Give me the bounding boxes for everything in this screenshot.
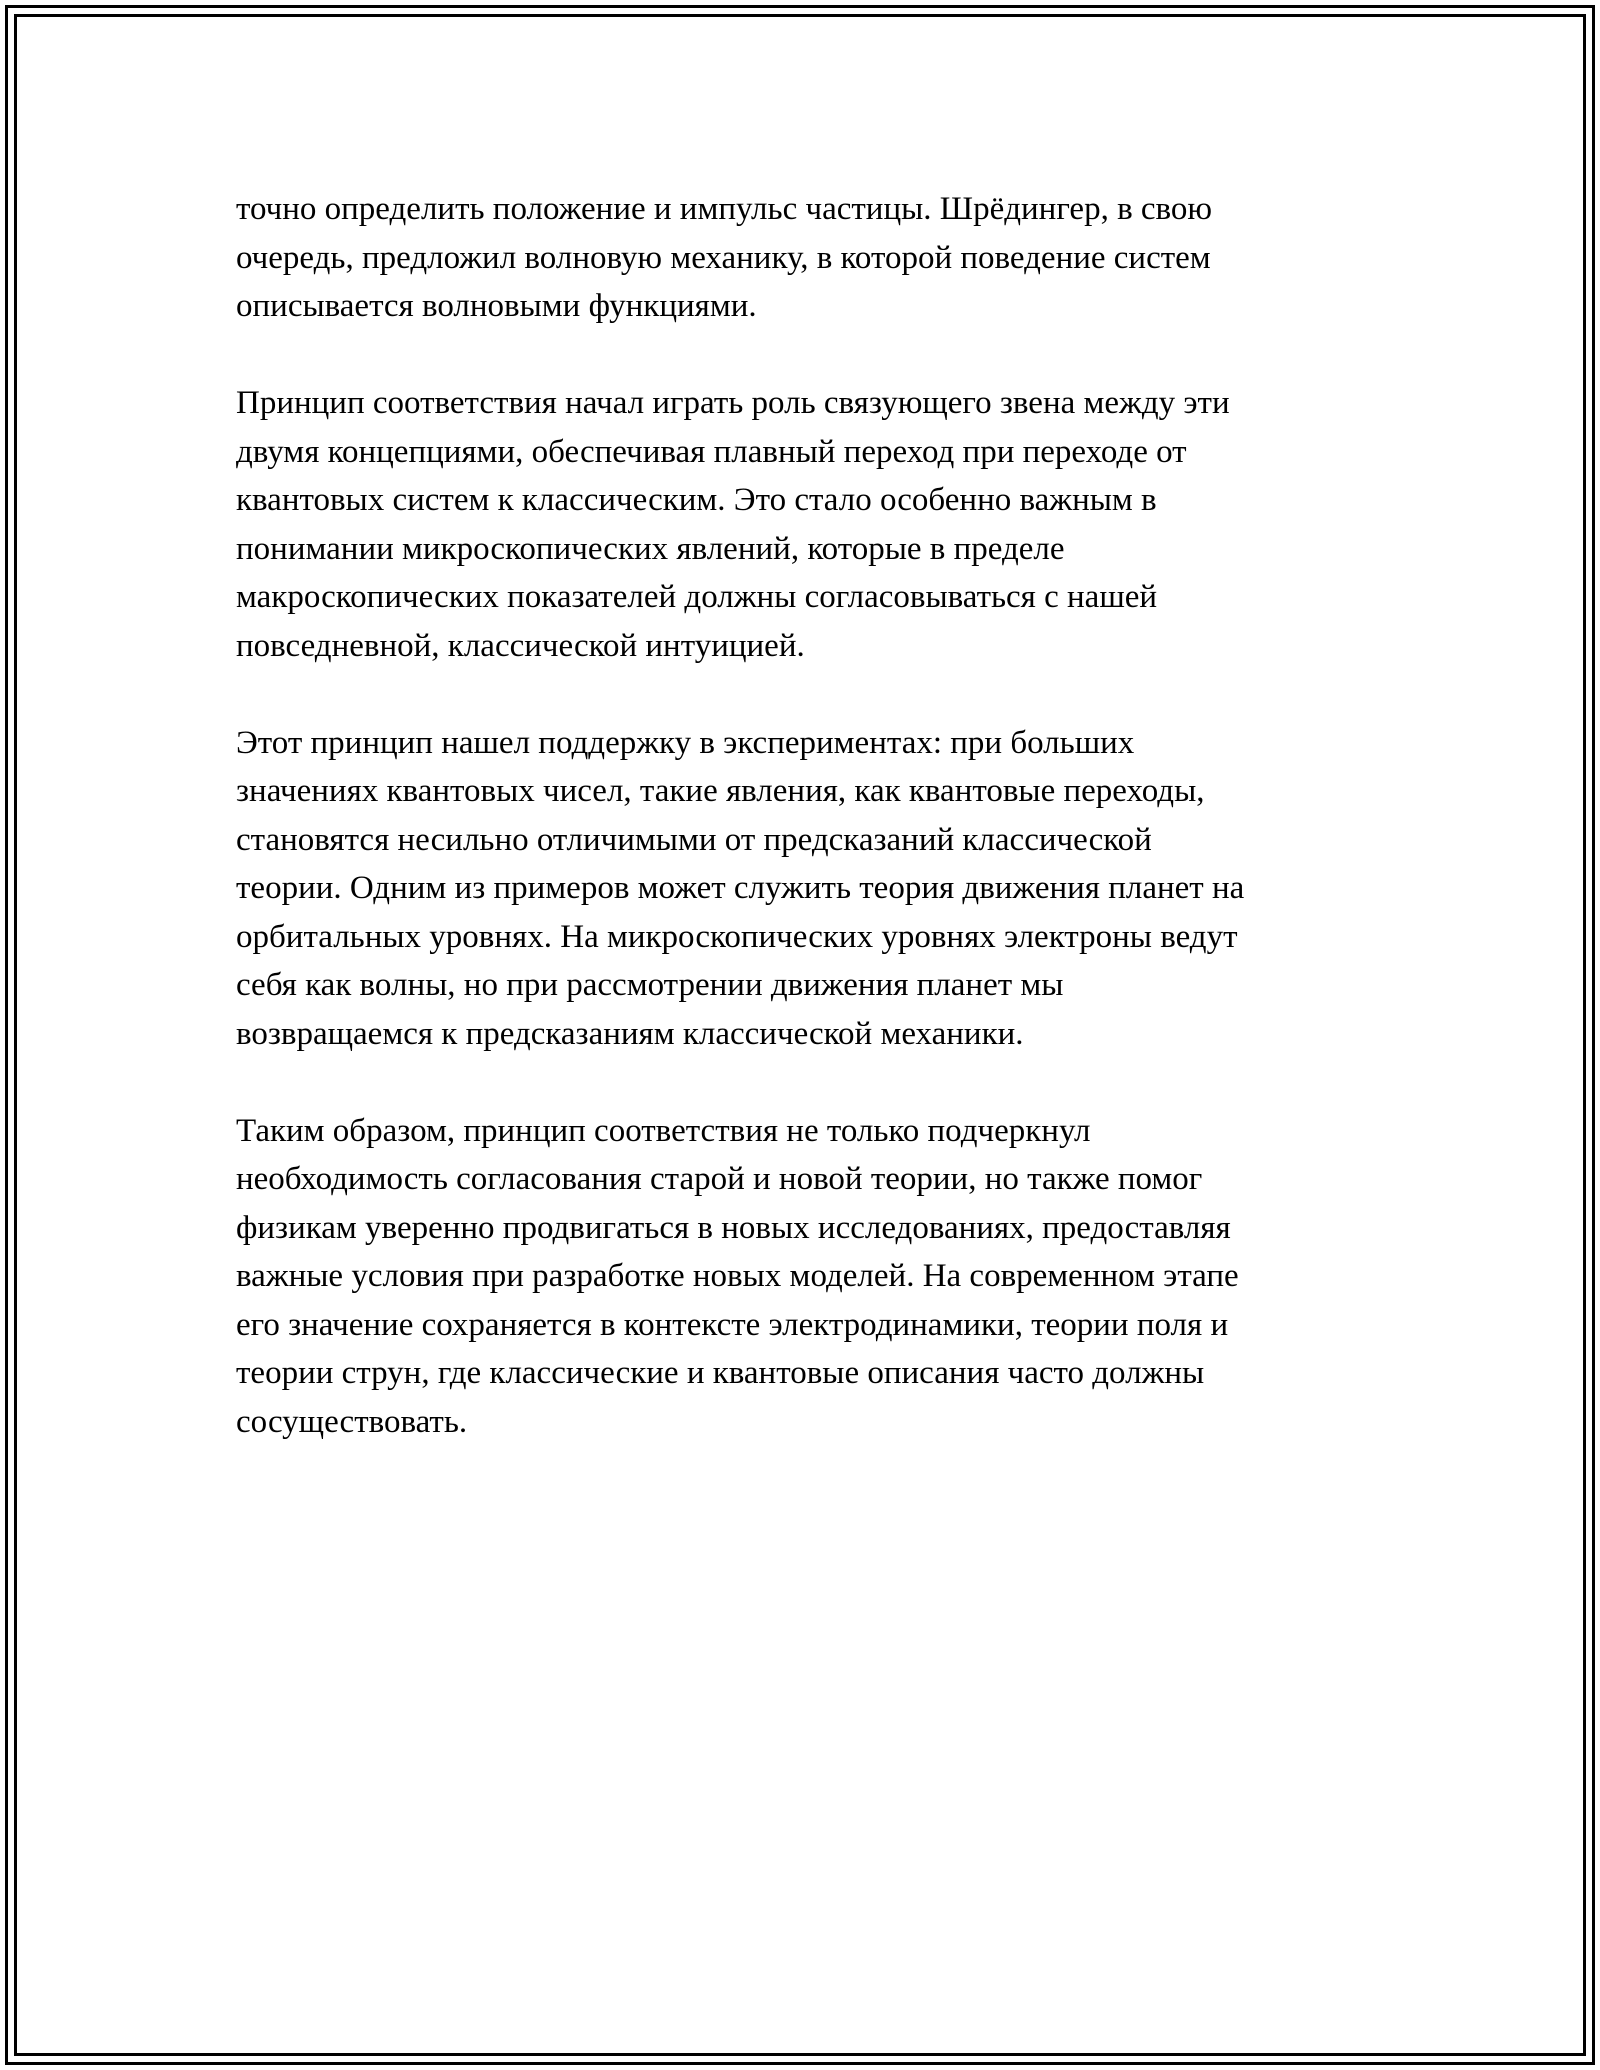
- text-line: сосуществовать.: [236, 1403, 468, 1440]
- text-line: себя как волны, но при рассмотрении движения планет мы: [236, 967, 1064, 1003]
- text-line: его значение сохраняется в контексте электродинамики, теории поля и: [236, 1306, 1229, 1343]
- text-line: квантовых систем к классическим. Это стало особенно важным в: [236, 482, 1157, 518]
- text-line: Этот принцип нашел поддержку в экспериментах: при больших: [236, 724, 1135, 761]
- text-line: точно определить положение и импульс частицы. Шрёдингер, в свою: [236, 191, 1213, 227]
- text-line: понимании микроскопических явлений, которые в пределе: [236, 530, 1065, 567]
- text-line: повседневной, классической интуицией.: [236, 627, 805, 664]
- text-line: очередь, предложил волновую механику, в которой поведение систем: [236, 239, 1211, 276]
- text-line: становятся несильно отличимыми от предсказаний классической: [236, 821, 1152, 858]
- text-line: физикам уверенно продвигаться в новых исследованиях, предоставляя: [236, 1209, 1231, 1246]
- text-line: необходимость согласования старой и новой теории, но также помог: [236, 1161, 1203, 1197]
- paragraph-1: [236, 185, 1376, 331]
- text-line: Принцип соответствия начал играть роль связующего звена между эти: [236, 385, 1230, 421]
- paragraph-3: [236, 719, 1376, 1059]
- text-line: возвращаемся к предсказаниям классической механики.: [236, 1015, 1024, 1052]
- text-line: теории струн, где классические и квантовые описания часто должны: [236, 1355, 1205, 1391]
- text-line: важные условия при разработке новых моделей. На современном этапе: [236, 1258, 1239, 1294]
- document-body: [236, 185, 1376, 1495]
- text-line: Таким образом, принцип соответствия не только подчеркнул: [236, 1112, 1091, 1149]
- text-line: теории. Одним из примеров может служить теория движения планет на: [236, 870, 1245, 906]
- paragraph-2: [236, 379, 1376, 670]
- text-line: двумя концепциями, обеспечивая плавный переход при переходе от: [236, 433, 1187, 470]
- text-line: орбитальных уровнях. На микроскопических уровнях электроны ведут: [236, 918, 1238, 955]
- text-line: описывается волновыми функциями.: [236, 288, 757, 324]
- text-line: значениях квантовых чисел, такие явления, как квантовые переходы,: [236, 773, 1205, 809]
- paragraph-4: [236, 1107, 1376, 1447]
- text-line: макроскопических показателей должны согласовываться с нашей: [236, 579, 1158, 615]
